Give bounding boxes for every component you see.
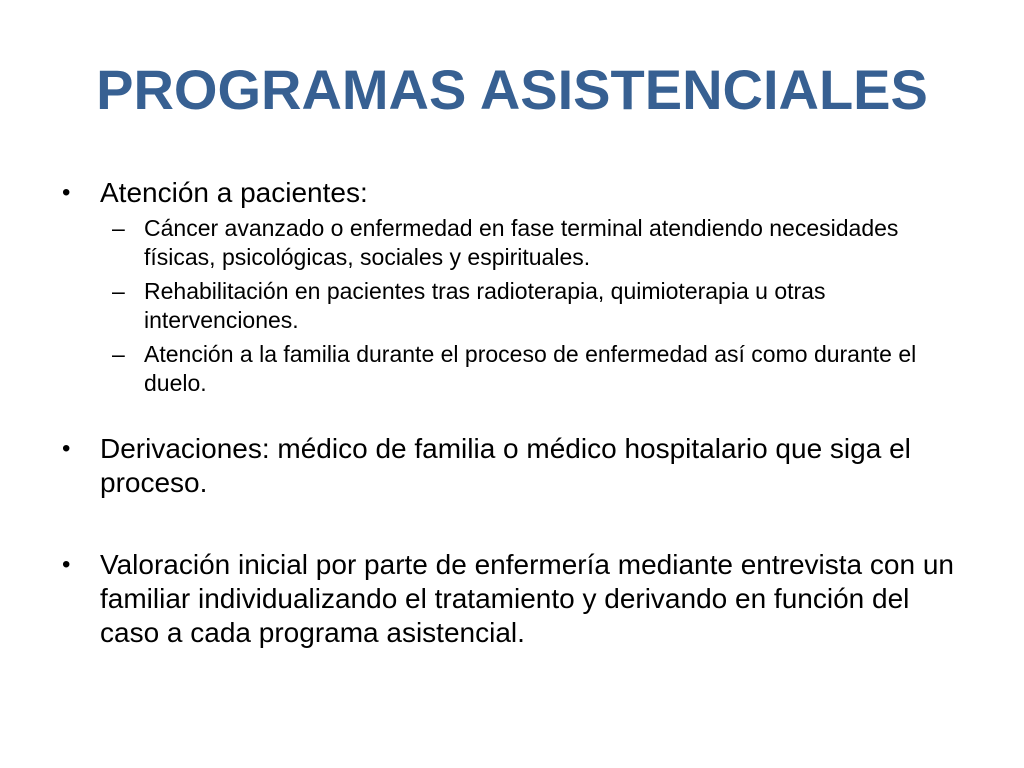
bullet-text: Derivaciones: médico de familia o médico hospitalario que siga el proceso. <box>100 433 911 498</box>
subitem-atencion-familia <box>72 340 962 398</box>
bullet-dot-icon: • <box>62 435 71 462</box>
dash-icon: – <box>112 215 125 241</box>
bullet-dot-icon: • <box>62 551 71 578</box>
bullet-atencion-pacientes <box>62 176 962 210</box>
subitem-rehabilitacion <box>72 277 962 335</box>
bullet-text: Atención a pacientes: <box>100 177 368 208</box>
dash-icon: – <box>112 341 125 367</box>
subitem-text: Atención a la familia durante el proceso de enfermedad así como durante el duelo. <box>144 341 917 396</box>
subitem-text: Cáncer avanzado o enfermedad en fase terminal atendiendo necesidades físicas, psicológicas, sociales y espirituales. <box>144 215 899 270</box>
dash-icon: – <box>112 278 125 304</box>
subitem-text: Rehabilitación en pacientes tras radioterapia, quimioterapia u otras intervenciones. <box>144 278 826 333</box>
subitem-cancer-avanzado <box>72 214 962 272</box>
bullet-derivaciones <box>62 432 962 500</box>
bullet-text: Valoración inicial por parte de enfermería mediante entrevista con un familiar individualizando el tratamiento y derivando en función del caso a cada programa asistencial. <box>100 549 954 648</box>
bullet-valoracion-inicial <box>62 548 962 650</box>
subitem-list <box>72 214 962 398</box>
slide-content <box>62 176 962 650</box>
slide-title: PROGRAMAS ASISTENCIALES <box>96 58 928 121</box>
bullet-dot-icon: • <box>62 179 71 206</box>
